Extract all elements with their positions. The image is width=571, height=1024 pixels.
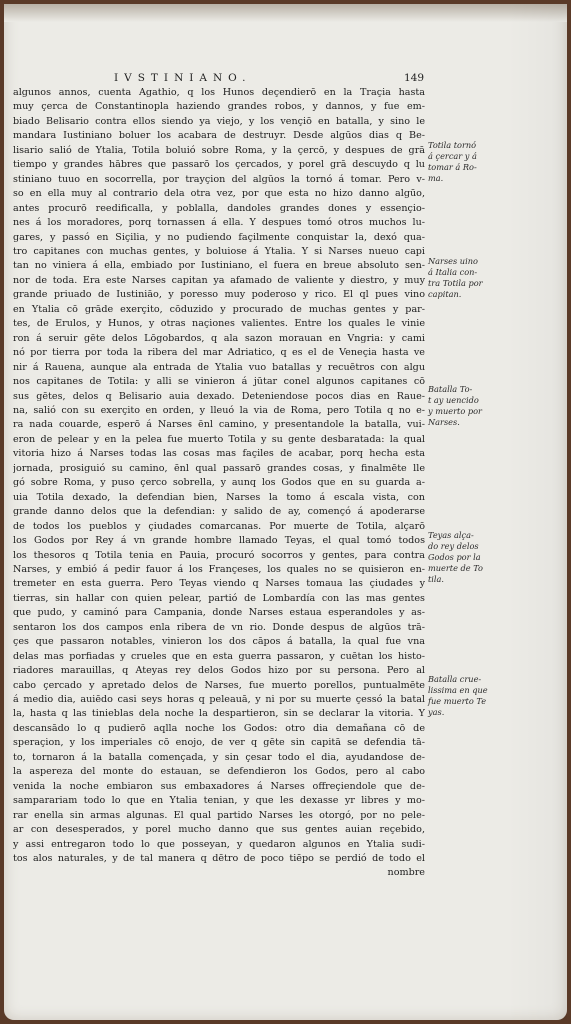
- text-line: biado Belisario contra ellos siendo ya viejo, y los vençiō en batalla, y sino le: [13, 115, 425, 127]
- text-line: samparariam todo lo que en Ytalia tenian, y que les dexasse yr libres y mo-: [13, 795, 425, 807]
- text-line: çes que passaron notables, vinieron los dos cāpos á batalla, la qual fue vna: [13, 636, 425, 648]
- text-line: vitoria hizo á Narses todas las cosas mas façiles de acabar, porq hecha esta: [13, 448, 425, 460]
- text-line: la aspereza del monte do estauan, se defendieron los Godos, pero al cabo: [13, 766, 425, 778]
- text-line: tes, de Erulos, y Hunos, y otras naçiones valientes. Entre los quales le vinie: [13, 318, 425, 330]
- margin-note-line: Totila tornó: [428, 140, 477, 150]
- margin-note-line: Narses.: [428, 417, 460, 427]
- margin-note-3: [428, 384, 494, 428]
- text-line: de todos los pueblos y çiudades comarcanas. Por muerte de Totila, alçarō: [13, 520, 425, 532]
- text-line: so en ella muy al contrario dela otra vez, por que esta no hizo danno algūo,: [13, 188, 425, 200]
- page-number: 149: [403, 72, 424, 84]
- text-line: gares, y passó en Siçilia, y no pudiendo façilmente conquistar la, dexó qua-: [13, 231, 425, 243]
- text-line: descansādo lo q pudierō aqlla noche los Godos: otro dia demañana cō de: [13, 722, 425, 734]
- text-line: gó sobre Roma, y puso çerco sobrella, y aunq los Godos que en su guarda a-: [13, 477, 425, 489]
- text-line: la, hasta q las tinieblas dela noche la despartieron, sin se declarar la vitoria. Y: [13, 708, 425, 720]
- text-line: na, salió con su exerçito en orden, y lleuó la via de Roma, pero Totila q no e-: [13, 404, 425, 416]
- running-head: IVSTINIANO.: [114, 72, 252, 84]
- text-line: grande danno delos que la defendian: y salido de ay, començó á apoderarse: [13, 506, 425, 518]
- page-top-edge: [4, 4, 567, 22]
- text-line: los thesoros q Totila tenia en Pauia, procuró socorros y gentes, para contra: [13, 549, 425, 561]
- text-line: eron de pelear y en la pelea fue muerto Totila y su gente desbaratada: la qual: [13, 433, 425, 445]
- text-line: cabo çercado y apretado delos de Narses, fue muerto porellos, puntualmēte: [13, 679, 425, 691]
- text-line: delas mas porfiadas y crueles que en esta guerra passaron, y cuētan los histo-: [13, 650, 425, 662]
- margin-note-line: Teyas alça-: [428, 530, 474, 540]
- text-line: ra nada couarde, esperō á Narses ēnl camino, y presentandole la batalla, vui-: [13, 419, 425, 431]
- text-line: to, tornaron á la batalla començada, y sin çesar todo el dia, ayudandose de-: [13, 751, 425, 763]
- margin-note-line: Batalla To-: [428, 384, 473, 394]
- text-line: nombre: [387, 867, 425, 879]
- text-line: y assi entregaron todo lo que posseyan, y quedaron algunos en Ytalia sudi-: [13, 838, 425, 850]
- text-line: tos alos naturales, y de tal manera q dētro de poco tiēpo se perdió de todo el: [13, 853, 425, 865]
- text-line: mandara Iustiniano boluer los acabara de destruyr. Desde algūos dias q Be-: [13, 130, 425, 142]
- margin-note-5: [428, 674, 494, 718]
- main-text-column: [13, 86, 425, 881]
- margin-note-line: Godos por la: [428, 552, 481, 562]
- text-line: Narses, y embió á pedir fauor á los Françeses, los quales no se quisieron en-: [13, 563, 425, 575]
- text-line: los Godos por Rey á vn grande hombre llamado Teyas, el qual tomó todos: [13, 535, 425, 547]
- margin-note-line: t ay uencido: [428, 395, 479, 405]
- text-line: que pudo, y caminó para Campania, donde Narses estaua esperandoles y as-: [13, 607, 425, 619]
- page-edge-shade: [507, 4, 567, 1020]
- margin-note-line: tomar á Ro-: [428, 162, 477, 172]
- text-line: en Ytalia cō grāde exerçito, cōduzido y procurado de muchas gentes y par-: [13, 303, 425, 315]
- text-line: stiniano tuuo en socorrella, por trayçion del algūos la tornó á tomar. Pero v-: [13, 173, 425, 185]
- text-line: ar con desesperados, y porel mucho danno que sus gentes auian reçebido,: [13, 824, 425, 836]
- margin-note-line: Batalla crue-: [428, 674, 482, 684]
- margin-note-line: á çercar y á: [428, 151, 477, 161]
- margin-note-line: y muerto por: [428, 406, 482, 416]
- book-page: [4, 4, 567, 1020]
- text-line: nes á los moradores, porq tornassen á ella. Y despues tomó otros muchos lu-: [13, 217, 425, 229]
- text-line: lisario salió de Ytalia, Totila boluió sobre Roma, y la çercō, y despues de grā: [13, 144, 425, 156]
- text-line: riadores marauillas, q Ateyas rey delos Godos hizo por su persona. Pero al: [13, 665, 425, 677]
- text-line: á medio dia, auiēdo casi seys horas q peleauā, y ni por su muerte çessó la batal: [13, 694, 425, 706]
- margin-note-line: á Italia con-: [428, 267, 478, 277]
- text-line: sentaron los dos campos enla ribera de vn rio. Donde despus de algūos trā-: [13, 621, 425, 633]
- text-line: tro capitanes con muchas gentes, y boluiose á Ytalia. Y si Narses nueuo capi: [13, 245, 425, 257]
- margin-note-4: [428, 530, 494, 585]
- margin-note-2: [428, 256, 494, 300]
- text-line: nor de toda. Era este Narses capitan ya afamado de valiente y diestro, y muy: [13, 274, 425, 286]
- margin-note-1: [428, 140, 494, 184]
- text-line: grande priuado de Iustiniāo, y poresso muy poderoso y rico. El ql pues vino: [13, 289, 425, 301]
- text-line: uia Totila dexado, la defendian bien, Narses la tomo á escala vista, con: [13, 491, 425, 503]
- text-line: nó por tierra por toda la ribera del mar Adriatico, q es el de Veneçia hasta ve: [13, 347, 425, 359]
- text-line: tierras, sin hallar con quien pelear, partió de Lombardía con las mas gentes: [13, 592, 425, 604]
- margin-note-line: do rey delos: [428, 541, 479, 551]
- margin-note-line: fue muerto Te: [428, 696, 487, 706]
- margin-note-line: yas.: [428, 707, 445, 717]
- text-line: tremeter en esta guerra. Pero Teyas viendo q Narses tomaua las çiudades y: [13, 578, 425, 590]
- page-header: [114, 72, 424, 86]
- text-line: algunos annos, cuenta Agathio, q los Hunos deçendierō en la Traçia hasta: [13, 87, 425, 98]
- text-line: tan no viniera á ella, embiado por Iustiniano, el fuera en breue absoluto sen-: [13, 260, 425, 272]
- text-line: antes procurō reedificalla, y poblalla, dandoles grandes dones y essençio-: [13, 202, 425, 214]
- margin-note-line: ma.: [428, 173, 444, 183]
- margin-note-line: lissima en que: [428, 685, 488, 695]
- text-line: rar enella sin armas algunas. El qual partido Narses les otorgó, por no pele-: [13, 809, 425, 821]
- margin-note-line: Narses uino: [428, 256, 478, 266]
- text-line: tiempo y grandes hābres que passarō los çercados, y porel grā descuydo q lu: [13, 159, 425, 171]
- text-line: nos capitanes de Totila: y alli se vinieron á jūtar conel algunos capitanes cō: [13, 376, 425, 388]
- text-line: ron á seruir gēte delos Lōgobardos, q ala sazon morauan en Vngria: y cami: [13, 332, 425, 344]
- text-line: speraçion, y los imperiales cō enojo, de ver q gēte sin capitā se defendia tā-: [13, 737, 425, 749]
- text-line: muy çerca de Constantinopla haziendo grandes robos, y dannos, y fue em-: [13, 101, 425, 113]
- text-line: venida la noche embiaron sus embaxadores á Narses offreçiendole que de-: [13, 780, 425, 792]
- text-line: sus gētes, delos q Belisario auia dexado. Deteniendose pocos dias en Raue-: [13, 390, 425, 402]
- margin-note-line: tila.: [428, 574, 445, 584]
- margin-note-line: tra Totila por: [428, 278, 483, 288]
- text-line: nir á Rauena, aunque ala entrada de Ytalia vuo batallas y recuētros con algu: [13, 361, 425, 373]
- margin-note-line: muerte de To: [428, 563, 483, 573]
- text-line: jornada, prosiguió su camino, ēnl qual passarō grandes cosas, y finalmēte lle: [13, 462, 425, 474]
- margin-note-line: capitan.: [428, 289, 462, 299]
